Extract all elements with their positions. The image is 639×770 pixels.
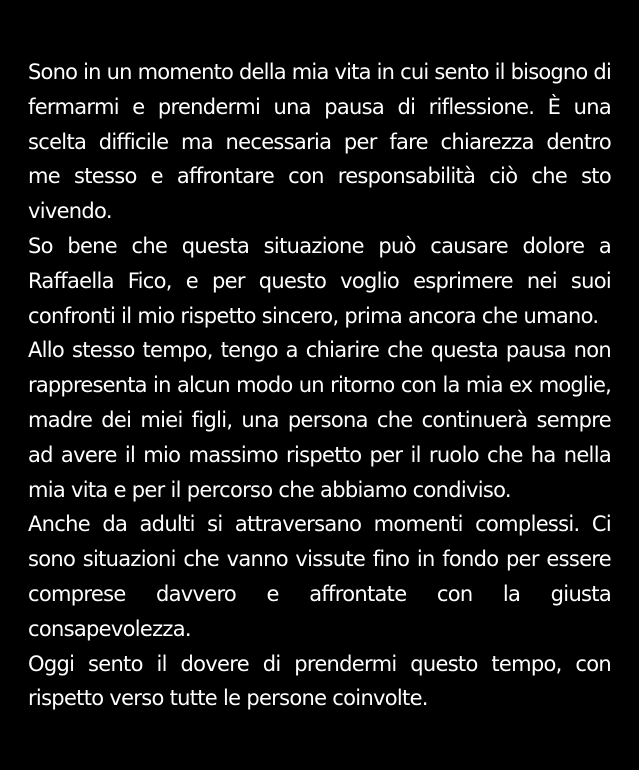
text-line: fermarmi e prendermi una pausa di riflessione. È una: [28, 94, 611, 119]
text-line: sono situazioni che vanno vissute fino in fondo per essere: [28, 547, 611, 572]
text-line: Oggi sento il dovere di prendermi questo tempo, con: [28, 651, 611, 676]
text-line: confronti il mio rispetto sincero, prima ancora che umano.: [28, 303, 599, 328]
text-line: scelta difficile ma necessaria per fare chiarezza dentro: [28, 129, 611, 154]
statement-text: [28, 55, 611, 716]
text-line: vivendo.: [28, 199, 112, 224]
text-line: mia vita e per il percorso che abbiamo condiviso.: [28, 477, 511, 502]
text-line: consapevolezza.: [28, 616, 191, 641]
text-line: me stesso e affrontare con responsabilità ciò che sto: [28, 164, 611, 189]
text-line: ad avere il mio massimo rispetto per il ruolo che ha nella: [28, 442, 611, 467]
text-line: madre dei miei figli, una persona che continuerà sempre: [28, 407, 611, 432]
text-line: rispetto verso tutte le persone coinvolte.: [28, 686, 428, 711]
text-line: comprese davvero e affrontate con la giusta: [28, 581, 611, 606]
text-line: Sono in un momento della mia vita in cui sento il bisogno di: [28, 60, 611, 84]
text-line: Anche da adulti si attraversano momenti complessi. Ci: [28, 512, 611, 537]
text-line: So bene che questa situazione può causare dolore a: [28, 233, 611, 258]
text-line: Raffaella Fico, e per questo voglio esprimere nei suoi: [28, 268, 611, 293]
text-line: Allo stesso tempo, tengo a chiarire che questa pausa non: [28, 338, 611, 363]
text-line: rappresenta in alcun modo un ritorno con la mia ex moglie,: [28, 373, 611, 398]
